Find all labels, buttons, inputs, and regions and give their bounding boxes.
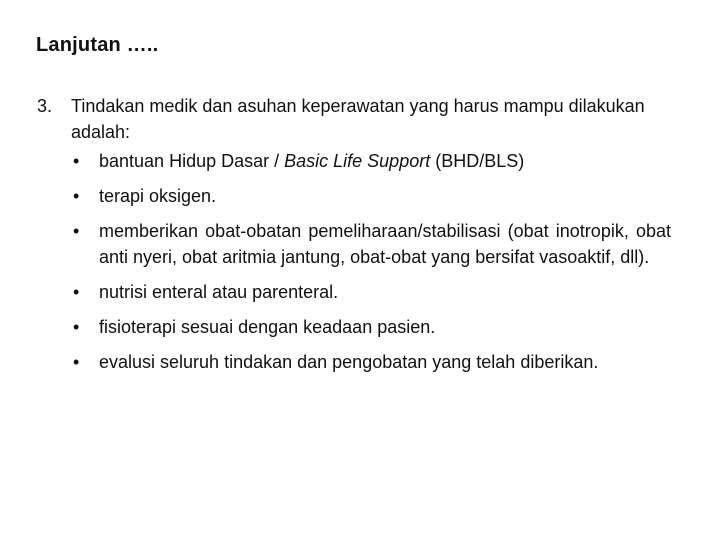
numbered-point xyxy=(37,93,671,384)
bullet-text: nutrisi enteral atau parenteral. xyxy=(99,282,339,302)
bullet-icon: • xyxy=(73,352,80,372)
bullet-icon: • xyxy=(73,317,80,337)
bullet-item xyxy=(71,148,671,174)
bullet-text: memberikan obat-obatan pemeliharaan/stabilisasi (obat inotropik, obat anti nyeri, obat aritmia jantung, obat-obat yang bersifat vasoaktif, dll). xyxy=(99,221,671,267)
bullet-text-prefix: bantuan Hidup Dasar / xyxy=(99,151,285,171)
bullet-item xyxy=(71,183,671,209)
bullet-list xyxy=(71,148,671,375)
bullet-text: evalusi seluruh tindakan dan pengobatan yang telah diberikan. xyxy=(99,352,599,372)
bullet-text-suffix: (BHD/BLS) xyxy=(430,151,525,171)
point-number: 3. xyxy=(37,96,53,116)
bullet-item xyxy=(71,218,671,270)
bullet-icon: • xyxy=(73,151,80,171)
bullet-icon: • xyxy=(73,221,80,241)
bullet-icon: • xyxy=(73,282,80,302)
bullet-text xyxy=(99,148,671,174)
point-row xyxy=(37,93,671,384)
point-body xyxy=(71,93,671,384)
bullet-text: fisioterapi sesuai dengan keadaan pasien. xyxy=(99,317,436,337)
bullet-text-emphasis: Basic Life Support xyxy=(284,151,431,171)
bullet-item xyxy=(71,314,671,340)
bullet-item xyxy=(71,349,671,375)
bullet-text: terapi oksigen. xyxy=(99,186,217,206)
point-intro: Tindakan medik dan asuhan keperawatan yang harus mampu dilakukan adalah: xyxy=(71,96,645,142)
bullet-icon: • xyxy=(73,186,80,206)
slide-heading: Lanjutan ….. xyxy=(36,34,159,56)
bullet-item xyxy=(71,279,671,305)
